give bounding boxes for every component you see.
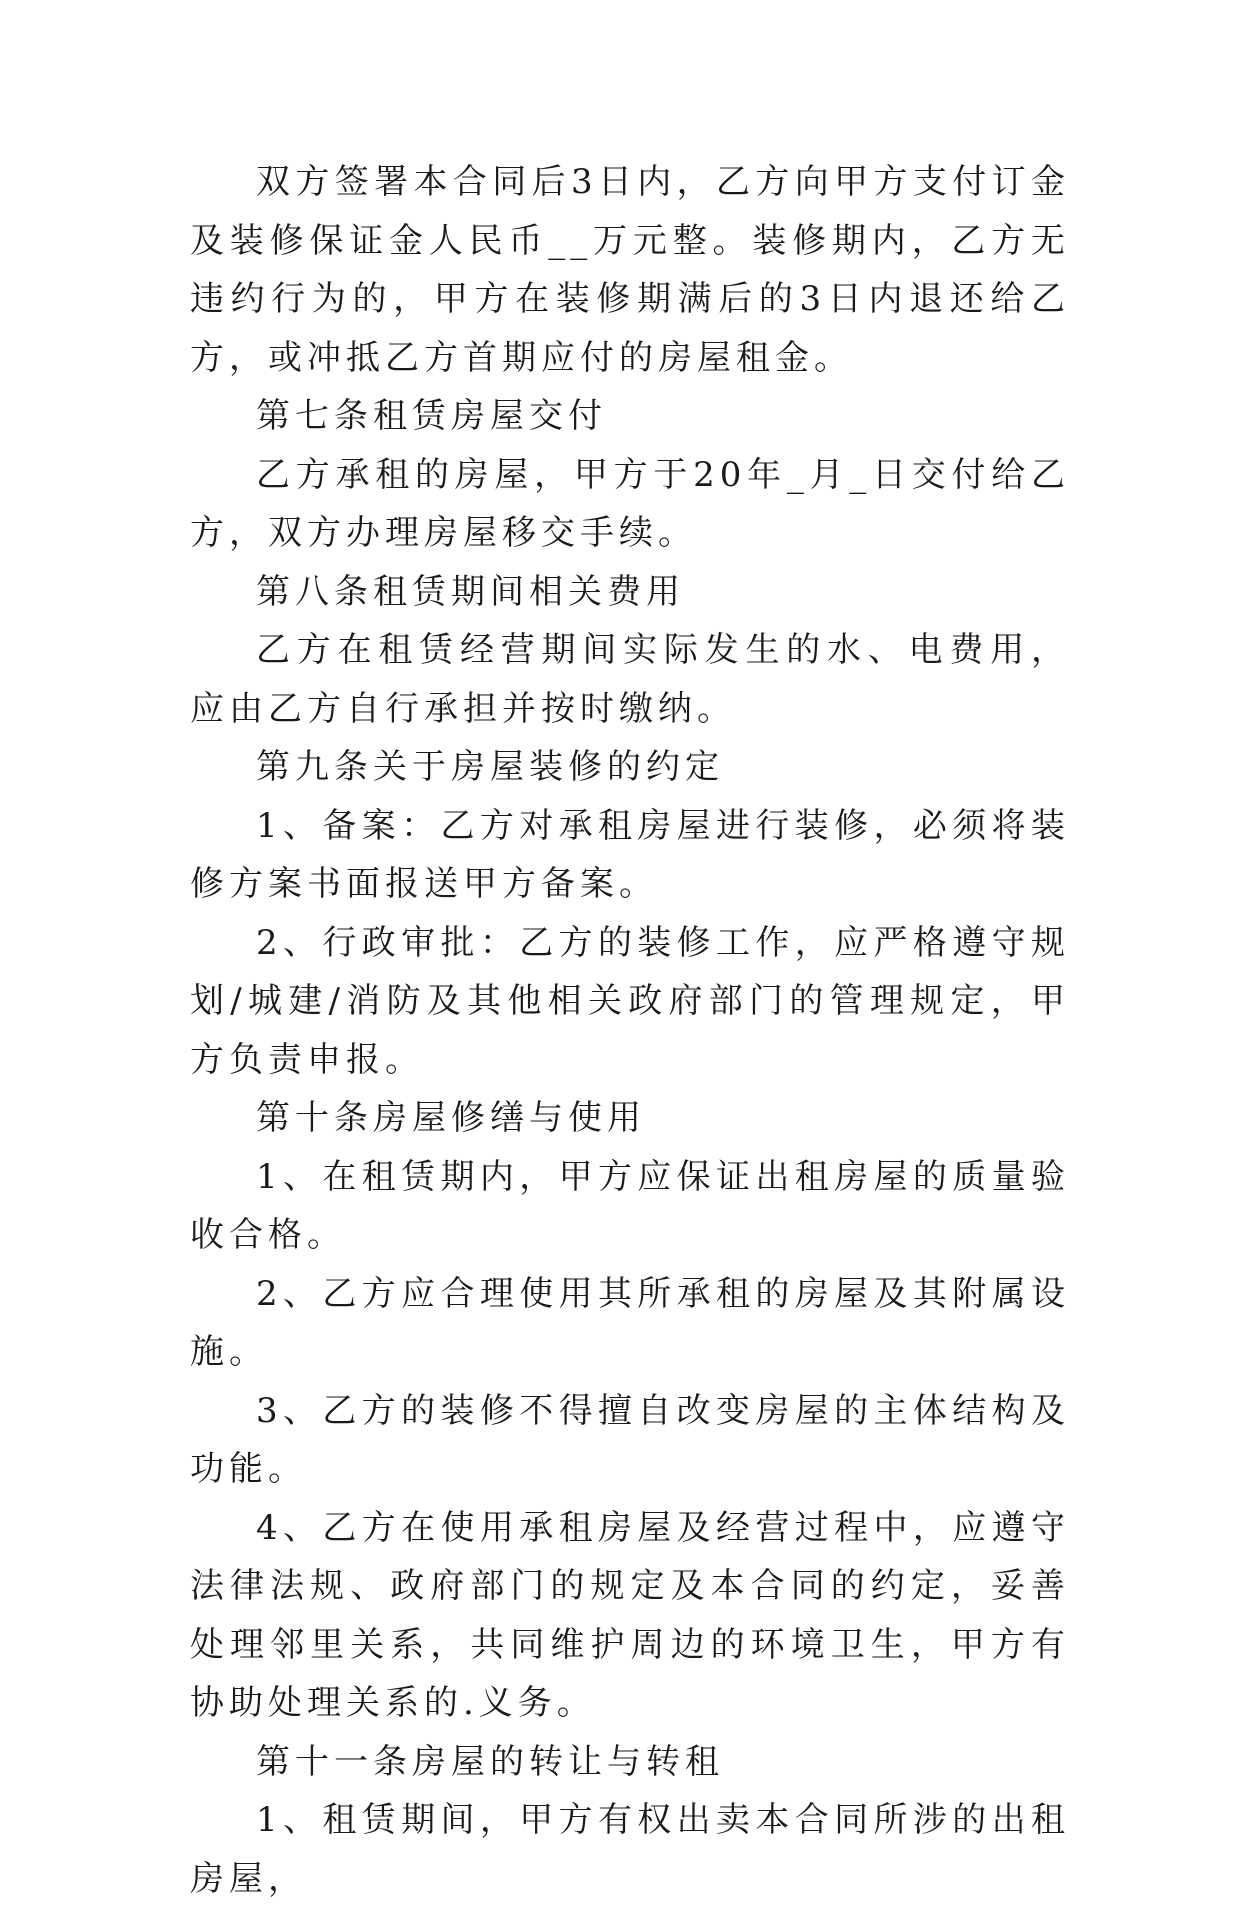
paragraph-filing: 1、备案：乙方对承租房屋进行装修，必须将装修方案书面报送甲方备案。 [190,805,1070,904]
paragraph-structure: 3、乙方的装修不得擅自改变房屋的主体结构及功能。 [190,1390,1070,1489]
paragraph-quality: 1、在租赁期内，甲方应保证出租房屋的质量验收合格。 [190,1156,1070,1255]
paragraph-sale: 1、租赁期间，甲方有权出卖本合同所涉的出租房屋， [190,1800,1070,1899]
heading-article-10: 第十条房屋修缮与使用 [256,1098,646,1138]
paragraph-proper-use: 2、乙方应合理使用其所承租的房屋及其附属设施。 [190,1273,1070,1372]
document-body [190,153,1070,1908]
heading-article-11: 第十一条房屋的转让与转租 [256,1741,724,1782]
paragraph-utilities: 乙方在租赁经营期间实际发生的水、电费用，应由乙方自行承担并按时缴纳。 [190,630,1070,729]
paragraph-compliance: 4、乙方在使用承租房屋及经营过程中，应遵守法律法规、政府部门的规定及本合同的约定，妥善处理邻里关系，共同维护周边的环境卫生，甲方有协助处理关系的.义务。 [190,1507,1070,1723]
paragraph-deposit: 双方签署本合同后3日内，乙方向甲方支付订金及装修保证金人民币__万元整。装修期内，乙方无违约行为的，甲方在装修期满后的3日内退还给乙方，或冲抵乙方首期应付的房屋租金。 [190,162,1070,378]
heading-article-9: 第九条关于房屋装修的约定 [256,747,724,787]
heading-article-8: 第八条租赁期间相关费用 [256,571,685,612]
paragraph-handover: 乙方承租的房屋，甲方于20年_月_日交付给乙方，双方办理房屋移交手续。 [190,454,1070,553]
heading-article-7: 第七条租赁房屋交付 [256,396,607,436]
paragraph-approval: 2、行政审批：乙方的装修工作，应严格遵守规划/城建/消防及其他相关政府部门的管理规定，甲方负责申报。 [190,922,1070,1080]
